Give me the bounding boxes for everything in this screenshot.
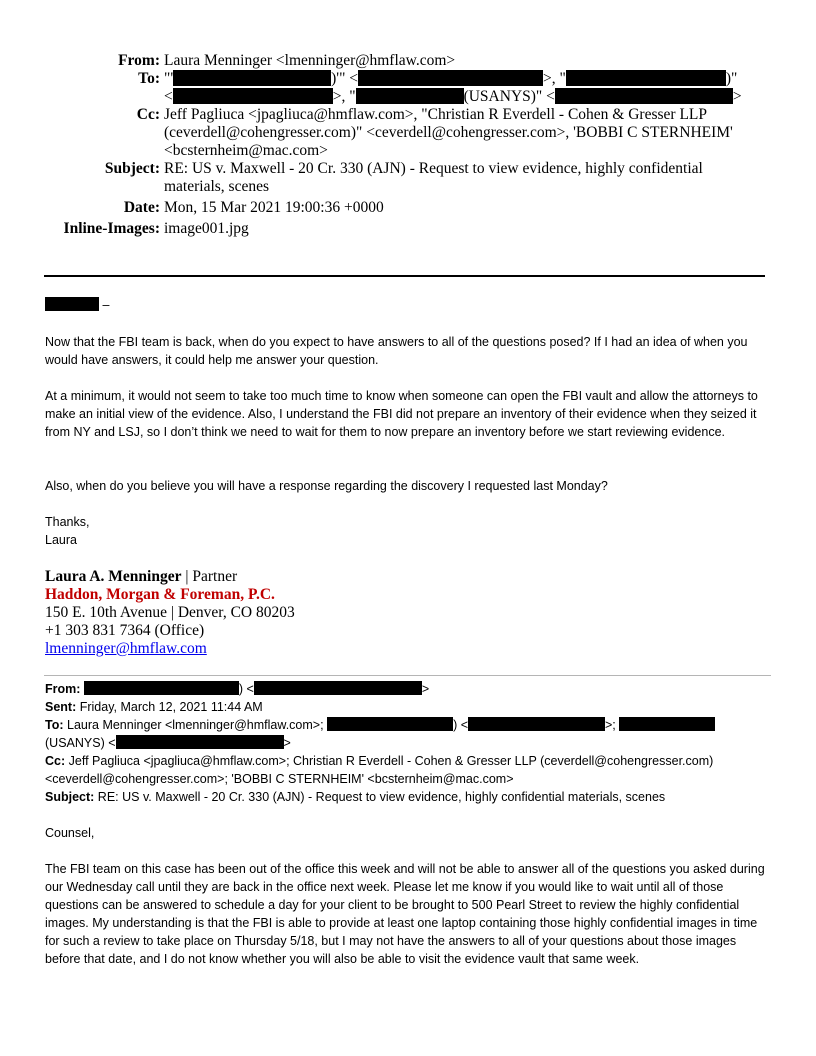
quoted-sent-value: Friday, March 12, 2021 11:44 AM xyxy=(79,700,263,714)
redaction-block xyxy=(555,88,733,104)
redaction-block xyxy=(619,717,715,731)
from-label: From: xyxy=(118,52,160,69)
subject-value: RE: US v. Maxwell - 20 Cr. 330 (AJN) - Request to view evidence, highly confidential materials, scenes xyxy=(164,160,703,195)
quoted-sent-label: Sent: xyxy=(45,700,77,714)
quoted-from-label: From: xyxy=(45,682,81,696)
message-paragraph: Also, when do you believe you will have a response regarding the discovery I requested last Monday? xyxy=(45,479,608,493)
quoted-cc-value: Jeff Pagliuca <jpagliuca@hmflaw.com>; Christian R Everdell - Cohen & Gresser LLP (ceverdell@cohengresser.com) <ceverdell@cohengresser.com>; 'BOBBI C STERNHEIM' <bcsternheim@mac.com> xyxy=(45,754,714,786)
date-label: Date: xyxy=(123,199,160,216)
date-value: Mon, 15 Mar 2021 19:00:36 +0000 xyxy=(164,199,384,216)
redaction-block xyxy=(45,297,99,311)
email-header xyxy=(0,52,816,238)
from-value: Laura Menninger <lmenninger@hmflaw.com> xyxy=(164,52,456,69)
inline-images-value: image001.jpg xyxy=(164,220,249,237)
sender-name: Laura xyxy=(45,533,77,547)
quoted-subject-value: RE: US v. Maxwell - 20 Cr. 330 (AJN) - Request to view evidence, highly confidential materials, scenes xyxy=(97,790,666,804)
quoted-to-value: Laura Menninger <lmenninger@hmflaw.com>; xyxy=(67,718,324,732)
quoted-cc-label: Cc: xyxy=(45,754,66,768)
quoted-paragraph: The FBI team on this case has been out of the office this week and will not be able to answer all of the questions you asked during our Wednesday call until they are back in the office next week. Please let me know if you would like to wait until all of those questions can be answered to schedule a day for your client to be brought to 500 Pearl Street to review the highly confidential images. My understanding is that the FBI is able to provide at least one laptop containing those highly confidential images in time for such a review to take place on Thursday 5/18, but I may not have the answers to all of your questions about those images before that date, and I do not know whether you will also be able to visit the evidence vault that same week. xyxy=(45,862,765,966)
redaction-block xyxy=(173,70,331,86)
cc-label: Cc: xyxy=(136,106,160,123)
quoted-to-continued: (USANYS) < xyxy=(45,736,116,750)
redaction-block xyxy=(173,88,333,104)
redaction-block xyxy=(254,681,422,695)
redaction-block xyxy=(116,735,284,749)
message-paragraph: Now that the FBI team is back, when do you expect to have answers to all of the questions posed? If I had an idea of when you would have answers, it could help me answer your question. xyxy=(45,335,748,367)
sign-off xyxy=(45,513,775,549)
redaction-block xyxy=(84,681,239,695)
signature-email-link[interactable]: lmenninger@hmflaw.com xyxy=(45,640,207,657)
thanks-text: Thanks, xyxy=(45,515,90,529)
redaction-block xyxy=(566,70,726,86)
forward-divider xyxy=(44,675,771,676)
signature-phone: +1 303 831 7364 (Office) xyxy=(45,622,205,639)
greeting: – xyxy=(45,296,775,314)
signature-address: 150 E. 10th Avenue | Denver, CO 80203 xyxy=(45,604,295,621)
signature-title: | Partner xyxy=(181,568,238,585)
quoted-message-header: From: ) < > Sent: Friday, March 12, 2021 11:44 AM To: Laura Menninger <lmenninger@hmflaw.com>; ) < >; (USANYS) < > Cc: Jeff Pagliuca <jpagliuca@hmflaw.com>; Christian R Everdell - Cohen & Gresser LLP (ceverdell@cohengresser.com) <ceverdell@cohengresser.com>; 'BOBBI C STERNHEIM' <bcsternheim@mac.com> Subject: RE: US v. Maxwell - 20 Cr. 330 (AJN) - Request to view evidence, highly confidential materials, scenes xyxy=(45,682,714,804)
to-value: "' )'" < >, " )" < >, " (USANYS)" < > xyxy=(164,70,742,105)
redaction-block xyxy=(327,717,453,731)
signature-name: Laura A. Menninger xyxy=(45,568,182,585)
to-label: To: xyxy=(138,70,160,87)
cc-value: Jeff Pagliuca <jpagliuca@hmflaw.com>, "Christian R Everdell - Cohen & Gresser LLP (ceverdell@cohengresser.com)" <ceverdell@cohengresser.com>, 'BOBBI C STERNHEIM' <bcsternheim@mac.com> xyxy=(164,106,733,159)
redaction-block xyxy=(358,70,543,86)
signature-block xyxy=(45,568,295,658)
redaction-block xyxy=(356,88,464,104)
message-paragraph: At a minimum, it would not seem to take too much time to know when someone can open the FBI vault and allow the attorneys to make an initial view of the evidence. Also, I understand the FBI did not prepare an inventory of their evidence when they seized it from NY and LSJ, so I don’t think we need to wait for them to now prepare an inventory before we start reviewing evidence. xyxy=(45,389,758,439)
subject-label: Subject: xyxy=(104,160,160,177)
header-divider xyxy=(44,275,765,277)
redaction-block xyxy=(468,717,605,731)
quoted-subject-label: Subject: xyxy=(45,790,95,804)
inline-images-label: Inline-Images: xyxy=(63,220,160,237)
quoted-salutation: Counsel, xyxy=(45,826,95,840)
quoted-to-label: To: xyxy=(45,718,64,732)
signature-firm: Haddon, Morgan & Foreman, P.C. xyxy=(45,586,275,603)
